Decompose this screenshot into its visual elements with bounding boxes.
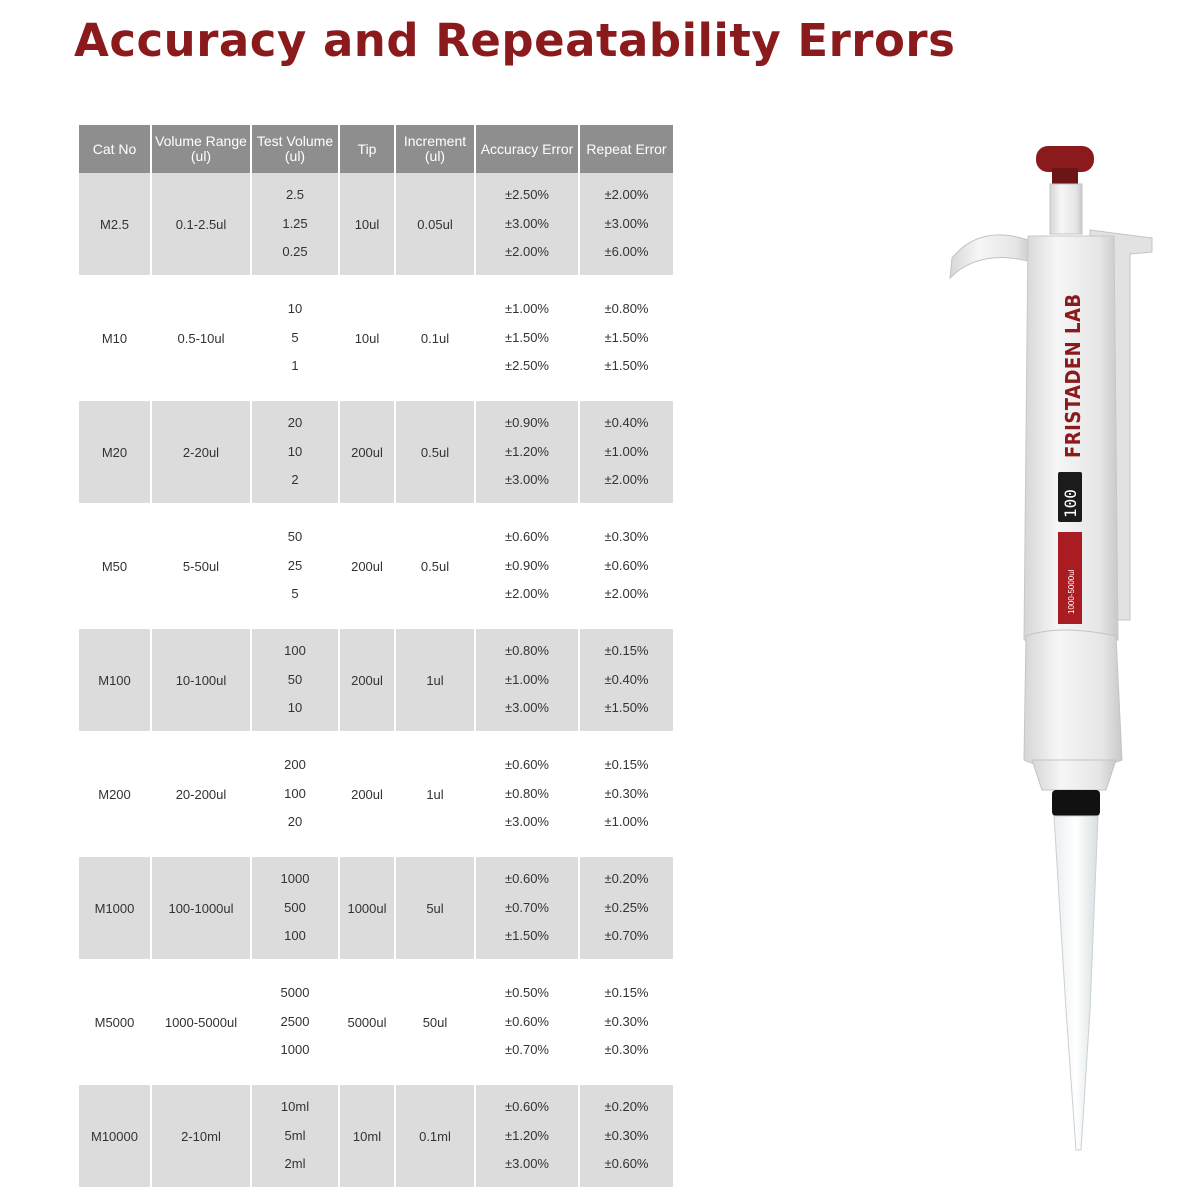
accuracy-error-cell: [475, 971, 579, 1073]
tip-cell: 200ul: [339, 401, 395, 503]
repeat-error-cell-value: ±1.00%: [604, 814, 649, 830]
header-cat-no: Cat No: [78, 125, 151, 173]
accuracy-error-cell-value: ±3.00%: [505, 215, 549, 231]
repeat-error-cell: [579, 971, 674, 1073]
volume-range-cell: 5-50ul: [151, 515, 251, 617]
increment-cell: 0.1ul: [395, 287, 475, 389]
test-volume-cell-value: 100: [284, 928, 306, 944]
repeat-error-cell: [579, 515, 674, 617]
volume-range-cell: 2-10ml: [151, 1085, 251, 1187]
header-tip: Tip: [339, 125, 395, 173]
repeat-error-cell-value: ±2.00%: [604, 472, 649, 488]
test-volume-cell-value: 5000: [280, 985, 310, 1001]
table-row: [78, 857, 674, 959]
repeat-error-cell-value: ±0.60%: [604, 1156, 649, 1172]
row-spacer-cell: [78, 959, 674, 971]
repeat-error-cell-value: ±1.50%: [604, 358, 649, 374]
repeat-error-cell-value: ±0.40%: [604, 415, 649, 431]
table-row: [78, 1085, 674, 1187]
header-accuracy-error: Accuracy Error: [475, 125, 579, 173]
volume-range-cell: 1000-5000ul: [151, 971, 251, 1073]
accuracy-error-cell-value: ±1.00%: [505, 671, 549, 687]
repeat-error-cell-value: ±0.40%: [604, 671, 649, 687]
table-row: [78, 515, 674, 617]
tip-cell: 200ul: [339, 629, 395, 731]
row-spacer: [78, 275, 674, 287]
brand-label: FRISTADEN LAB: [1061, 293, 1085, 458]
cat-no-cell: M1000: [78, 857, 151, 959]
repeat-error-cell-value: ±1.50%: [604, 329, 649, 345]
row-spacer-cell: [78, 275, 674, 287]
test-volume-cell-value: 10: [287, 443, 303, 459]
accuracy-error-cell: [475, 515, 579, 617]
cat-no-cell: M10: [78, 287, 151, 389]
accuracy-error-cell: [475, 857, 579, 959]
test-volume-cell-value: 2500: [280, 1013, 310, 1029]
repeat-error-cell: [579, 629, 674, 731]
cat-no-cell: M200: [78, 743, 151, 845]
accuracy-error-cell-value: ±1.20%: [505, 443, 549, 459]
repeat-error-cell-value: ±0.15%: [604, 643, 649, 659]
row-spacer: [78, 389, 674, 401]
repeat-error-cell-value: ±0.30%: [604, 785, 649, 801]
tip-cell: 10ul: [339, 173, 395, 275]
accuracy-error-cell: [475, 287, 579, 389]
table-row: [78, 287, 674, 389]
tip-cell: 10ml: [339, 1085, 395, 1187]
accuracy-error-cell-value: ±0.60%: [505, 1013, 549, 1029]
display-value: 100: [1061, 489, 1080, 518]
row-spacer-cell: [78, 389, 674, 401]
test-volume-cell-value: 200: [284, 757, 306, 773]
accuracy-error-cell-value: ±1.50%: [505, 329, 549, 345]
test-volume-cell-value: 2ml: [284, 1156, 306, 1172]
accuracy-error-cell-value: ±0.70%: [505, 899, 549, 915]
test-volume-cell-value: 100: [284, 785, 306, 801]
tip-cell: 200ul: [339, 515, 395, 617]
accuracy-error-cell-value: ±0.60%: [505, 757, 549, 773]
spec-table: [77, 125, 675, 1187]
test-volume-cell-value: 1000: [280, 1042, 310, 1058]
repeat-error-cell-value: ±0.25%: [604, 899, 649, 915]
volume-range-cell: 100-1000ul: [151, 857, 251, 959]
volume-range-cell: 0.1-2.5ul: [151, 173, 251, 275]
test-volume-cell-value: 1: [291, 358, 299, 374]
repeat-error-cell: [579, 287, 674, 389]
test-volume-cell-value: 1000: [280, 871, 310, 887]
ejector-ring: [1052, 790, 1100, 816]
test-volume-cell-value: 50: [287, 529, 303, 545]
repeat-error-cell-value: ±0.60%: [604, 557, 649, 573]
table-row: [78, 971, 674, 1073]
repeat-error-cell-value: ±0.15%: [604, 985, 649, 1001]
header-increment: Increment (ul): [395, 125, 475, 173]
row-spacer-cell: [78, 617, 674, 629]
accuracy-error-cell-value: ±2.00%: [505, 244, 549, 260]
increment-cell: 1ul: [395, 629, 475, 731]
accuracy-error-cell-value: ±2.00%: [505, 586, 549, 602]
test-volume-cell: [251, 173, 339, 275]
volume-range-cell: 0.5-10ul: [151, 287, 251, 389]
header-repeat-error: Repeat Error: [579, 125, 674, 173]
accuracy-error-cell-value: ±0.80%: [505, 643, 549, 659]
repeat-error-cell-value: ±0.80%: [604, 301, 649, 317]
repeat-error-cell-value: ±2.00%: [604, 586, 649, 602]
test-volume-cell-value: 20: [287, 415, 303, 431]
volume-range-cell: 10-100ul: [151, 629, 251, 731]
row-spacer: [78, 845, 674, 857]
repeat-error-cell-value: ±0.20%: [604, 1099, 649, 1115]
tip-cell: 10ul: [339, 287, 395, 389]
test-volume-cell: [251, 857, 339, 959]
repeat-error-cell-value: ±0.15%: [604, 757, 649, 773]
cat-no-cell: M20: [78, 401, 151, 503]
accuracy-error-cell: [475, 629, 579, 731]
row-spacer: [78, 959, 674, 971]
accuracy-error-cell-value: ±3.00%: [505, 472, 549, 488]
volume-range-cell: 20-200ul: [151, 743, 251, 845]
test-volume-cell: [251, 743, 339, 845]
accuracy-error-cell-value: ±0.90%: [505, 415, 549, 431]
accuracy-error-cell-value: ±3.00%: [505, 814, 549, 830]
test-volume-cell-value: 1.25: [282, 215, 308, 231]
increment-cell: 0.5ul: [395, 515, 475, 617]
row-spacer: [78, 731, 674, 743]
repeat-error-cell-value: ±1.50%: [604, 700, 649, 716]
repeat-error-cell-value: ±0.70%: [604, 928, 649, 944]
repeat-error-cell: [579, 743, 674, 845]
repeat-error-cell-value: ±0.30%: [604, 529, 649, 545]
cat-no-cell: M5000: [78, 971, 151, 1073]
test-volume-cell-value: 5: [291, 329, 299, 345]
accuracy-error-cell-value: ±0.90%: [505, 557, 549, 573]
accuracy-error-cell-value: ±2.50%: [505, 187, 549, 203]
row-spacer: [78, 617, 674, 629]
increment-cell: 50ul: [395, 971, 475, 1073]
test-volume-cell-value: 20: [287, 814, 303, 830]
table-row: [78, 743, 674, 845]
repeat-error-cell: [579, 401, 674, 503]
row-spacer-cell: [78, 503, 674, 515]
table-row: [78, 173, 674, 275]
increment-cell: 5ul: [395, 857, 475, 959]
repeat-error-cell-value: ±2.00%: [604, 187, 649, 203]
table-header-row: [78, 125, 674, 173]
row-spacer: [78, 503, 674, 515]
test-volume-cell-value: 25: [287, 557, 303, 573]
test-volume-cell-value: 0.25: [282, 244, 308, 260]
repeat-error-cell-value: ±1.00%: [604, 443, 649, 459]
repeat-error-cell-value: ±6.00%: [604, 244, 649, 260]
plunger-rod: [1050, 184, 1082, 234]
plunger-neck: [1052, 168, 1078, 186]
row-spacer-cell: [78, 1073, 674, 1085]
accuracy-error-cell-value: ±0.70%: [505, 1042, 549, 1058]
accuracy-error-cell: [475, 1085, 579, 1187]
increment-cell: 0.1ml: [395, 1085, 475, 1187]
range-label: 1000-5000ul: [1067, 569, 1076, 614]
tip-cell: 200ul: [339, 743, 395, 845]
cat-no-cell: M100: [78, 629, 151, 731]
test-volume-cell: [251, 287, 339, 389]
repeat-error-cell-value: ±0.30%: [604, 1013, 649, 1029]
accuracy-error-cell-value: ±0.60%: [505, 529, 549, 545]
increment-cell: 1ul: [395, 743, 475, 845]
accuracy-error-cell-value: ±2.50%: [505, 358, 549, 374]
test-volume-cell: [251, 971, 339, 1073]
test-volume-cell: [251, 1085, 339, 1187]
test-volume-cell-value: 10ml: [280, 1099, 310, 1115]
test-volume-cell-value: 500: [284, 899, 306, 915]
repeat-error-cell: [579, 857, 674, 959]
cat-no-cell: M10000: [78, 1085, 151, 1187]
accuracy-error-cell: [475, 173, 579, 275]
page-title: Accuracy and Repeatability Errors: [74, 14, 956, 67]
accuracy-error-cell: [475, 743, 579, 845]
volume-range-cell: 2-20ul: [151, 401, 251, 503]
repeat-error-cell-value: ±3.00%: [604, 215, 649, 231]
test-volume-cell-value: 50: [287, 671, 303, 687]
table-body: [78, 173, 674, 1187]
table-row: [78, 629, 674, 731]
pipette-tip: [1054, 816, 1098, 1150]
repeat-error-cell-value: ±0.30%: [604, 1127, 649, 1143]
accuracy-error-cell-value: ±0.50%: [505, 985, 549, 1001]
test-volume-cell-value: 5: [291, 586, 299, 602]
header-volume-range: Volume Range (ul): [151, 125, 251, 173]
test-volume-cell-value: 5ml: [284, 1127, 306, 1143]
test-volume-cell-value: 100: [284, 643, 306, 659]
increment-cell: 0.05ul: [395, 173, 475, 275]
repeat-error-cell-value: ±0.30%: [604, 1042, 649, 1058]
accuracy-error-cell-value: ±3.00%: [505, 700, 549, 716]
accuracy-error-cell-value: ±1.50%: [505, 928, 549, 944]
row-spacer-cell: [78, 731, 674, 743]
finger-hook: [950, 235, 1032, 278]
shaft-cone: [1032, 760, 1116, 790]
repeat-error-cell: [579, 1085, 674, 1187]
lower-grip: [1024, 630, 1122, 770]
test-volume-cell-value: 2: [291, 472, 299, 488]
row-spacer: [78, 1073, 674, 1085]
accuracy-error-cell-value: ±0.80%: [505, 785, 549, 801]
tip-cell: 1000ul: [339, 857, 395, 959]
accuracy-error-cell-value: ±1.00%: [505, 301, 549, 317]
pipette-image: [940, 140, 1160, 1160]
cat-no-cell: M2.5: [78, 173, 151, 275]
row-spacer-cell: [78, 845, 674, 857]
accuracy-error-cell-value: ±1.20%: [505, 1127, 549, 1143]
increment-cell: 0.5ul: [395, 401, 475, 503]
test-volume-cell-value: 2.5: [285, 187, 305, 203]
table-row: [78, 401, 674, 503]
test-volume-cell: [251, 515, 339, 617]
header-test-volume: Test Volume (ul): [251, 125, 339, 173]
accuracy-error-cell: [475, 401, 579, 503]
test-volume-cell-value: 10: [287, 301, 303, 317]
accuracy-error-cell-value: ±0.60%: [505, 1099, 549, 1115]
repeat-error-cell: [579, 173, 674, 275]
test-volume-cell-value: 10: [287, 700, 303, 716]
accuracy-error-cell-value: ±3.00%: [505, 1156, 549, 1172]
repeat-error-cell-value: ±0.20%: [604, 871, 649, 887]
test-volume-cell: [251, 401, 339, 503]
accuracy-error-cell-value: ±0.60%: [505, 871, 549, 887]
tip-cell: 5000ul: [339, 971, 395, 1073]
cat-no-cell: M50: [78, 515, 151, 617]
test-volume-cell: [251, 629, 339, 731]
